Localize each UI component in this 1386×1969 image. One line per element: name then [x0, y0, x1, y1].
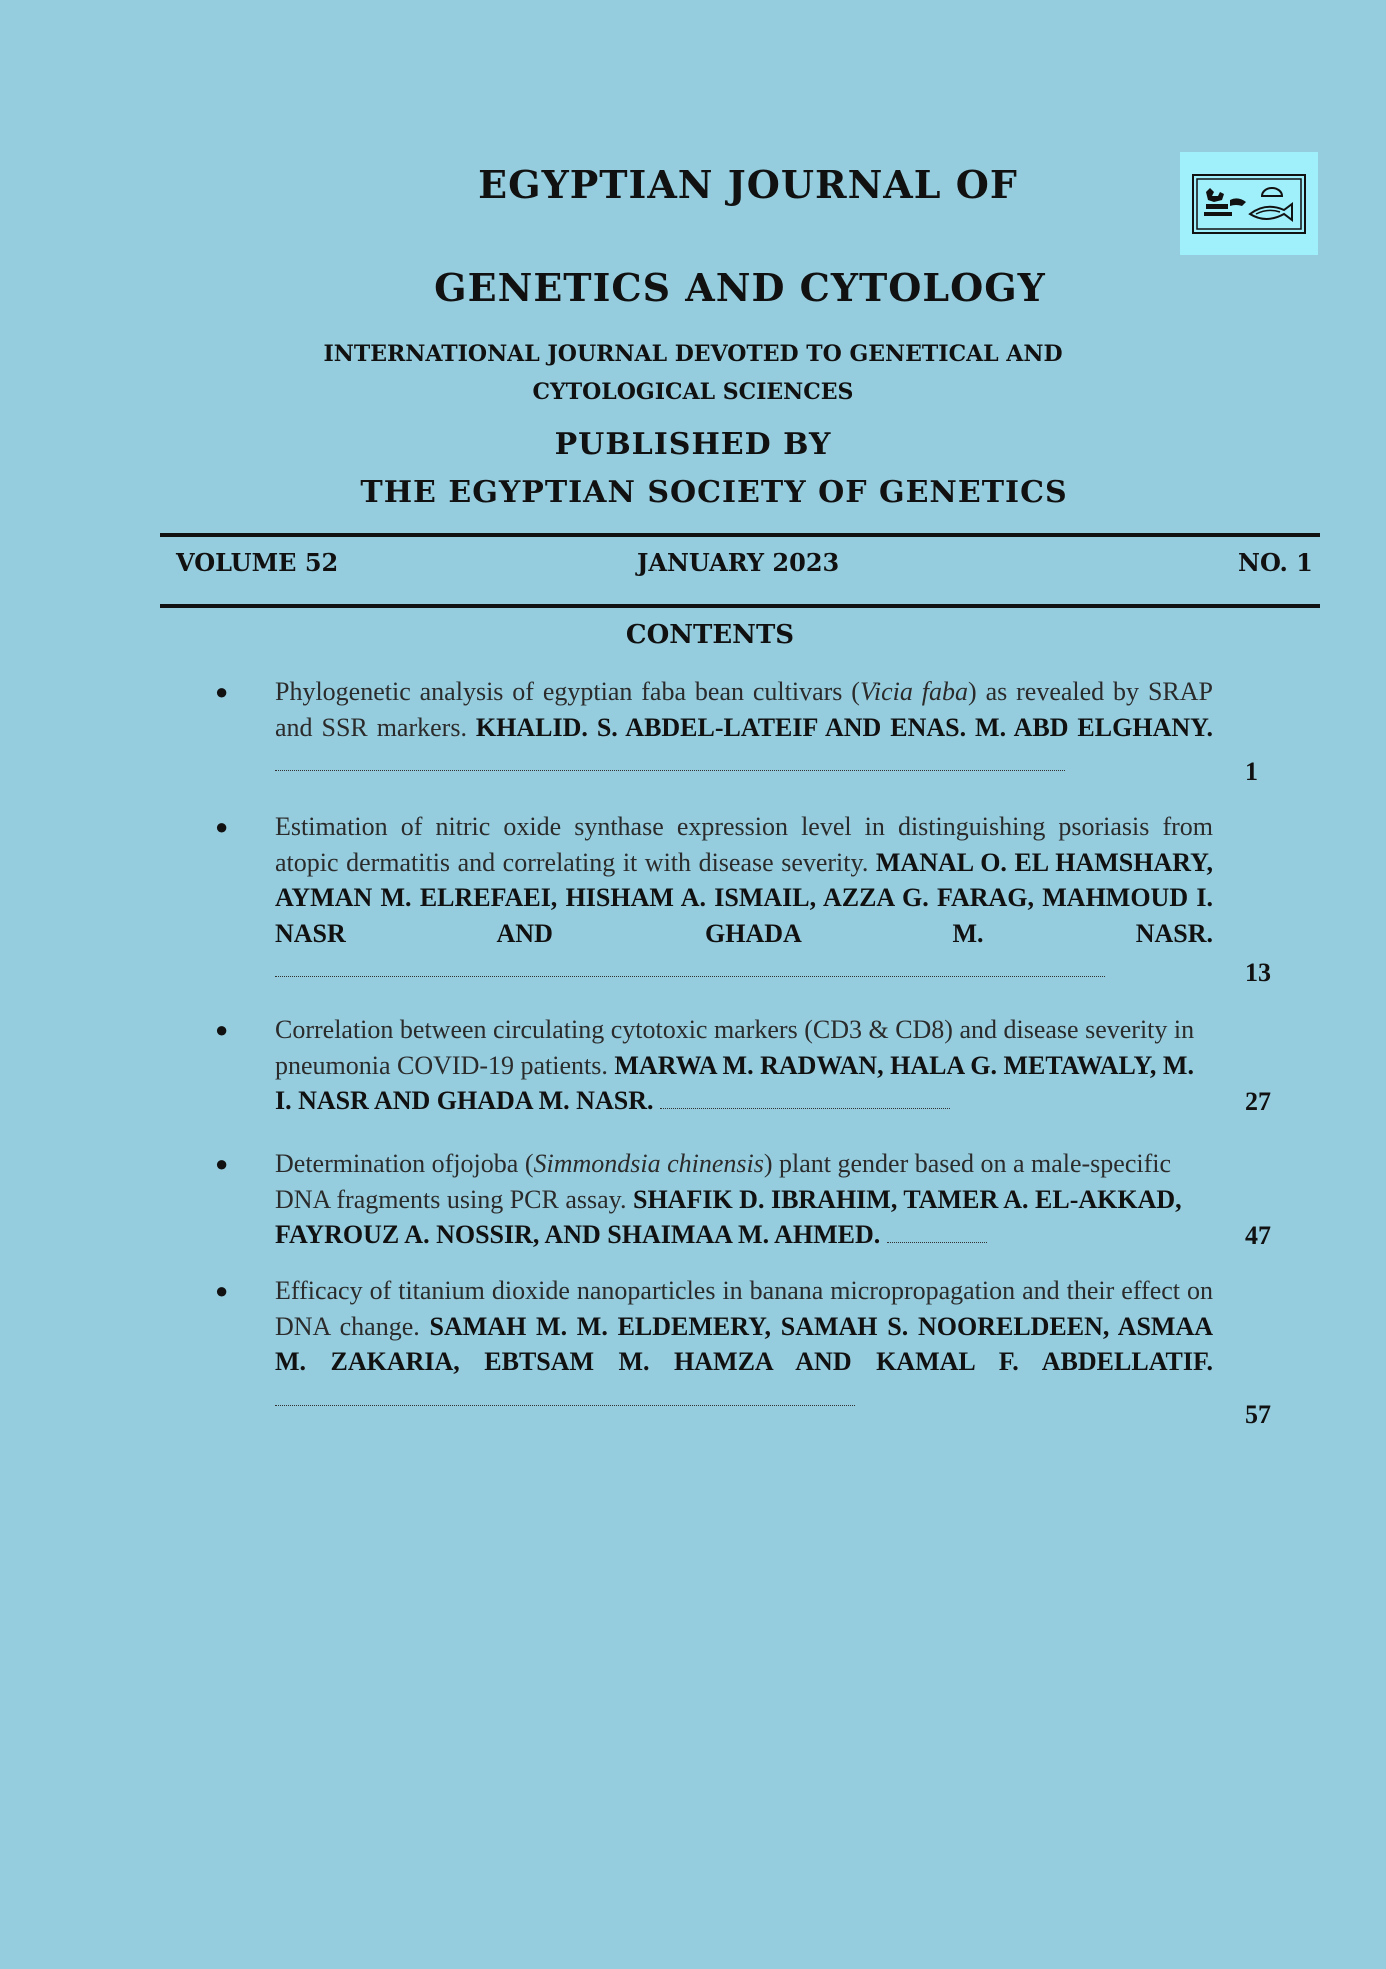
header-rule-bottom: [160, 604, 1320, 608]
article-authors: MANAL O. EL HAMSHARY, AYMAN M. ELREFAEI, HISHAM A. ISMAIL, AZZA G. FARAG, MAHMOUD I. NASR AND GHADA M. NASR.: [275, 847, 1214, 948]
article-authors: MARWA M. RADWAN, HALA G. METAWALY, M. I. NASR AND GHADA M. NASR.: [275, 1050, 1194, 1115]
leader-dots: [660, 1108, 950, 1109]
page-number: 47: [1245, 1221, 1271, 1250]
toc-entry[interactable]: [215, 1146, 1271, 1253]
article-title: Determination ofjojoba (Simmondsia chinensis) plant gender based on a male-specific DNA fragments using PCR assay.: [275, 1149, 1172, 1214]
header-rule-top: [160, 533, 1320, 537]
volume-label: VOLUME 52: [176, 548, 339, 577]
published-by-label: PUBLISHED BY: [554, 427, 832, 462]
article-title: Estimation of nitric oxide synthase expression level in distinguishing psoriasis from atopic dermatitis and correlating it with disease severity.: [275, 812, 1213, 877]
leader-dots: [275, 770, 1065, 771]
page-number: 57: [1245, 1400, 1271, 1429]
leader-dots: [275, 976, 1105, 977]
society-logo-icon: [1192, 174, 1306, 234]
leader-dots: [887, 1242, 987, 1243]
contents-heading: CONTENTS: [625, 620, 795, 650]
toc-entry[interactable]: [215, 1012, 1271, 1119]
article-authors: SHAFIK D. IBRAHIM, TAMER A. EL-AKKAD, FAYROUZ A. NOSSIR, AND SHAIMAA M. AHMED.: [275, 1184, 1182, 1249]
issue-number: NO. 1: [1238, 548, 1313, 577]
journal-title-line2: GENETICS AND CYTOLOGY: [434, 265, 1046, 310]
toc-entry[interactable]: [215, 809, 1271, 987]
journal-title-line1: EGYPTIAN JOURNAL OF: [478, 162, 1018, 207]
bullet-icon: ●: [215, 1017, 229, 1042]
leader-dots: [275, 1405, 855, 1406]
article-title: Phylogenetic analysis of egyptian faba bean cultivars (Vicia faba) as revealed by SRAP and SSR markers.: [275, 677, 1213, 742]
article-authors: SAMAH M. M. ELDEMERY, SAMAH S. NOORELDEEN, ASMAA M. ZAKARIA, EBTSAM M. HAMZA AND KAMAL F. ABDELLATIF.: [275, 1311, 1214, 1376]
publisher-name: THE EGYPTIAN SOCIETY OF GENETICS: [360, 475, 1068, 510]
bullet-icon: ●: [215, 1151, 229, 1176]
page-number: 13: [1245, 958, 1271, 987]
bullet-icon: ●: [215, 1278, 229, 1303]
bullet-icon: ●: [215, 679, 229, 704]
toc-entry[interactable]: [215, 674, 1258, 786]
issue-date: JANUARY 2023: [637, 548, 840, 577]
journal-subtitle: INTERNATIONAL JOURNAL DEVOTED TO GENETICAL AND CYTOLOGICAL SCIENCES: [323, 341, 1063, 405]
article-title: Correlation between circulating cytotoxic markers (CD3 & CD8) and disease severity in pneumonia COVID-19 patients.: [275, 1015, 1195, 1080]
toc-entry[interactable]: [215, 1273, 1271, 1429]
page-number: 27: [1245, 1087, 1271, 1116]
article-title: Efficacy of titanium dioxide nanoparticles in banana micropropagation and their effect on DNA change.: [275, 1276, 1213, 1341]
article-authors: KHALID. S. ABDEL-LATEIF AND ENAS. M. ABD ELGHANY.: [475, 712, 1214, 742]
society-logo: [1180, 152, 1318, 255]
page-number: 1: [1245, 757, 1258, 786]
bullet-icon: ●: [215, 814, 229, 839]
